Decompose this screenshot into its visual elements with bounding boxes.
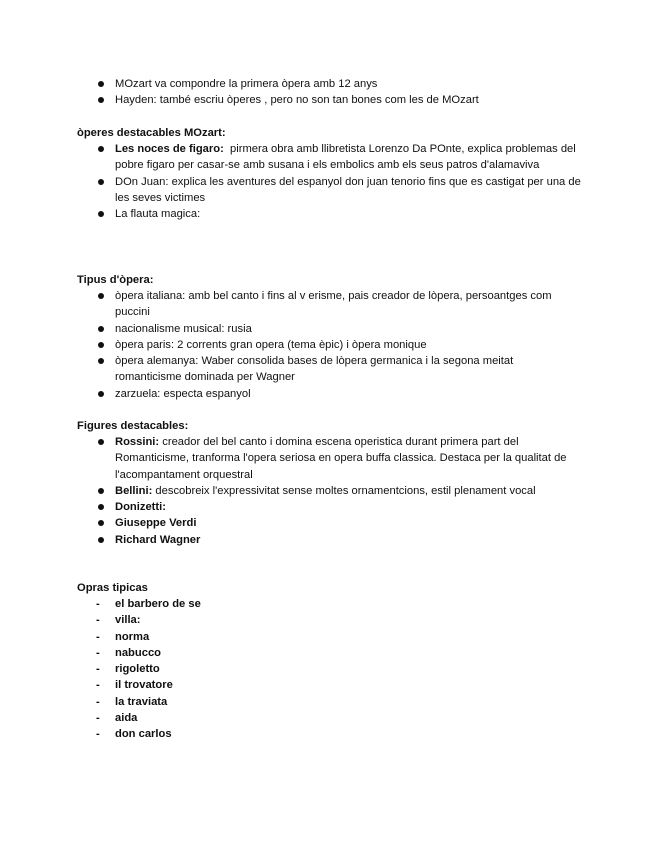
list-item xyxy=(77,515,582,531)
opera-types-list xyxy=(77,288,582,402)
list-item xyxy=(77,532,582,548)
list-item xyxy=(77,141,582,174)
mozart-operas-list xyxy=(77,141,582,222)
list-item xyxy=(77,337,582,353)
list-item: - villa: xyxy=(77,612,582,628)
list-item xyxy=(77,386,582,402)
list-item-text: òpera alemanya: Waber consolida bases de lòpera germanica i la segona meitat romanticisme dominada per Wagner xyxy=(115,355,514,384)
list-item xyxy=(77,321,582,337)
list-item: - rigoletto xyxy=(77,661,582,677)
list-item: - nabucco xyxy=(77,645,582,661)
list-item-text: òpera paris: 2 corrents gran opera (tema èpic) i òpera monique xyxy=(115,338,427,351)
list-item-text: creador del bel canto i domina escena operistica durant primera part del Romanticisme, tranforma l'opera seriosa en opera buffa classica. Destaca per la qualitat de l'acompantament orquestral xyxy=(115,436,567,481)
list-item-bold: Richard Wagner xyxy=(115,533,201,546)
figures-list xyxy=(77,434,582,548)
list-item-bold: Bellini: xyxy=(115,484,153,497)
list-item xyxy=(77,206,582,222)
list-item xyxy=(77,174,582,207)
list-item xyxy=(77,434,582,483)
list-item-text: zarzuela: especta espanyol xyxy=(115,387,251,400)
list-item: - el barbero de se xyxy=(77,596,582,612)
list-item: - norma xyxy=(77,629,582,645)
list-item xyxy=(77,92,582,108)
list-item: - la traviata xyxy=(77,694,582,710)
list-item-text: òpera italiana: amb bel canto i fins al v erisme, pais creador de lòpera, persoantges com puccini xyxy=(115,290,552,319)
list-item-bold: Giuseppe Verdi xyxy=(115,517,197,530)
section-heading-figures: Figures destacables: xyxy=(77,420,189,432)
list-item xyxy=(77,353,582,386)
list-item-text: DOn Juan: explica les aventures del espanyol don juan tenorio fins que es castigat per una de les seves victimes xyxy=(115,175,581,204)
section-heading-mozart: òperes destacables MOzart: xyxy=(77,127,226,139)
list-item-bold: Rossini: xyxy=(115,436,160,448)
section-heading-tipus: Tipus d'òpera: xyxy=(77,274,154,286)
list-item: - il trovatore xyxy=(77,677,582,693)
list-item-text: descobreix l'expressivitat sense moltes ornamentcions, estil plenament vocal xyxy=(152,484,536,497)
section-heading-opras: Opras tipicas xyxy=(77,582,148,594)
list-item xyxy=(77,483,582,499)
list-item-text: nacionalisme musical: rusia xyxy=(115,322,252,335)
list-item xyxy=(77,288,582,321)
list-item-text: pirmera obra amb llibretista Lorenzo Da POnte, explica problemas del pobre figaro per casar-se amb susana i els embolics amb els seus patros d'alamaviva xyxy=(115,143,579,172)
intro-list xyxy=(77,76,582,109)
list-item xyxy=(77,499,582,515)
list-item: - aida xyxy=(77,710,582,726)
list-item-bold: Donizetti: xyxy=(115,501,166,514)
list-item-bold: Les noces de figaro: xyxy=(115,143,224,155)
opras-list xyxy=(77,596,582,743)
list-item-text: MOzart va compondre la primera òpera amb 12 anys xyxy=(115,78,378,90)
list-item: - don carlos xyxy=(77,726,582,742)
list-item-text: Hayden: també escriu òperes , pero no son tan bones com les de MOzart xyxy=(115,94,479,107)
list-item-text: La flauta magica: xyxy=(115,208,201,221)
list-item xyxy=(77,76,582,92)
